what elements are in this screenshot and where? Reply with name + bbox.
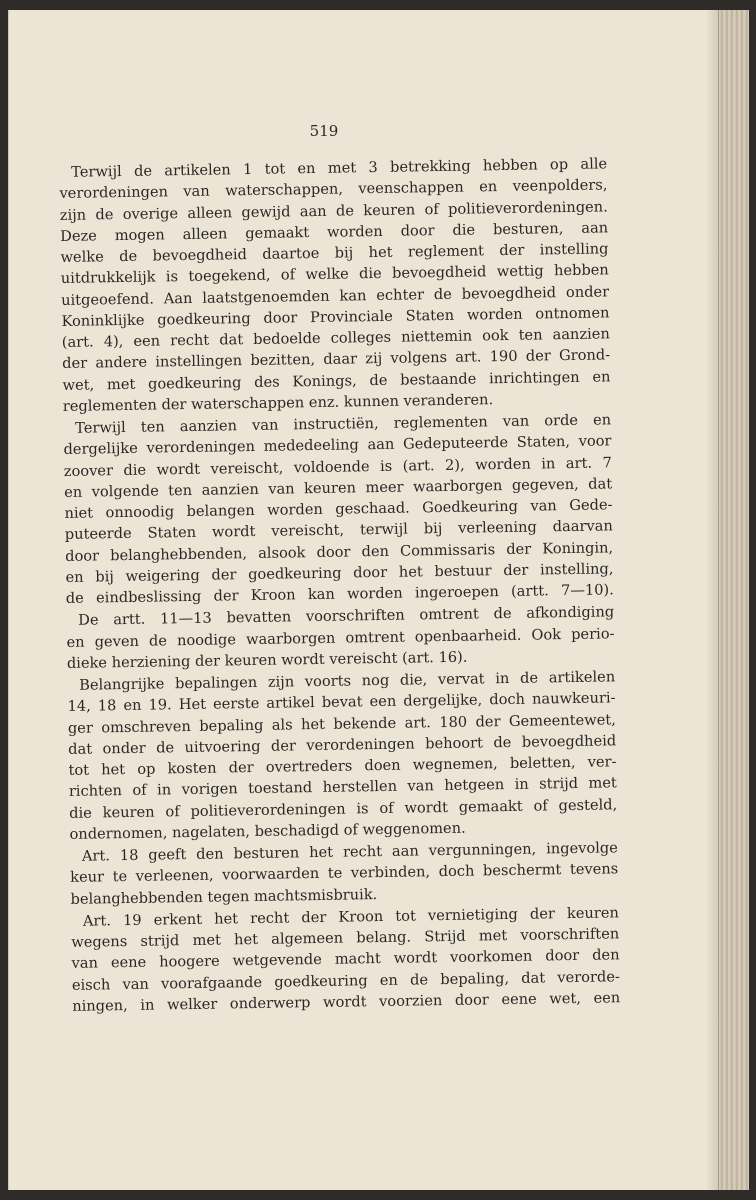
text-line: en bij weigering der goedkeuring door het bestuur der instelling, <box>65 560 614 586</box>
text-line: Art. 19 erkent het recht der Kroon tot vernietiging der keuren <box>82 904 619 930</box>
text-line: Terwijl ten aanzien van instructiën, reglementen van orde en <box>75 411 612 437</box>
page-number: 519 <box>309 122 339 140</box>
text-line: richten of in vorigen toestand herstellen van hetgeen in strijd met <box>68 774 617 801</box>
text-line: dat onder de uitvoering der verordeningen behoort de bevoegdheid <box>68 732 617 758</box>
text-line: verordeningen van waterschappen, veenschappen en veenpolders, <box>59 176 608 203</box>
text-line: die keuren of politieverordeningen is of wordt gemaakt of gesteld, <box>69 795 618 822</box>
text-line: 14, 18 en 19. Het eerste artikel bevat een dergelijke, doch nauwkeuri- <box>67 689 616 716</box>
book-page <box>8 10 749 1190</box>
text-line: Deze mogen alleen gemaakt worden door die besturen, aan <box>60 219 609 245</box>
text-line: keur te verleenen, voorwaarden te verbinden, doch beschermt tevens <box>70 860 619 887</box>
text-line: en geven de noodige waarborgen omtrent openbaarheid. Ook perio- <box>66 624 615 651</box>
text-line: dergelijke verordeningen mededeeling aan Gedeputeerde Staten, voor <box>63 432 612 459</box>
text-line: van eene hoogere wetgevende macht wordt voorkomen door den <box>71 946 620 973</box>
text-line: wet, met goedkeuring des Konings, de bestaande inrichtingen en <box>62 367 611 394</box>
text-line: welke de bevoegdheid daartoe bij het reglement der instelling <box>60 240 609 266</box>
text-line: zoover die wordt vereischt, voldoende is (art. 2), worden in art. 7 <box>63 453 612 480</box>
text-line: ondernomen, nagelaten, beschadigd of weggenomen. <box>69 819 466 843</box>
text-line: door belanghebbenden, alsook door den Commissaris der Koningin, <box>65 538 614 565</box>
text-line: De artt. 11—13 bevatten voorschriften omtrent de afkondiging <box>78 603 615 630</box>
text-line: en volgende ten aanzien van keuren meer waarborgen gegeven, dat <box>64 475 613 501</box>
text-line: Art. 18 geeft den besturen het recht aan vergunningen, ingevolge <box>81 839 618 865</box>
text-line: zijn de overige alleen gewijd aan de keuren of politieverordeningen. <box>59 197 608 224</box>
text-line: belanghebbenden tegen machtsmisbruik. <box>70 885 378 908</box>
text-line: ningen, in welker onderwerp wordt voorzien door eene wet, een <box>72 989 621 1015</box>
text-line: Terwijl de artikelen 1 tot en met 3 betrekking hebben op alle <box>71 155 608 181</box>
text-line: puteerde Staten wordt vereischt, terwijl bij verleening daarvan <box>64 517 613 544</box>
text-line: reglementen der waterschappen enz. kunnen veranderen. <box>62 390 494 415</box>
text-line: (art. 4), een recht dat bedoelde colleges niettemin ook ten aanzien <box>61 325 610 351</box>
gutter-shadow <box>705 10 719 1190</box>
text-line: niet onnoodig belangen worden geschaad. Goedkeuring van Gede- <box>64 496 613 522</box>
text-line: eisch van voorafgaande goedkeuring en de bepaling, dat verorde- <box>71 967 620 994</box>
text-line: ger omschreven bepaling als het bekende art. 180 der Gemeentewet, <box>67 710 616 737</box>
text-line: wegens strijd met het algemeen belang. Strijd met voorschriften <box>71 925 620 951</box>
book-binding-edge <box>718 10 749 1190</box>
text-line: der andere instellingen bezitten, daar zij volgens art. 190 der Grond- <box>62 346 611 373</box>
text-line: de eindbeslissing der Kroon kan worden ingeroepen (artt. 7—10). <box>65 581 614 607</box>
text-line: Belangrijke bepalingen zijn voorts nog die, vervat in de artikelen <box>79 668 616 694</box>
text-line: Koninklijke goedkeuring door Provinciale Staten worden ontnomen <box>61 304 610 330</box>
text-line: uitgeoefend. Aan laatstgenoemden kan echter de bevoegdheid onder <box>61 282 610 309</box>
text-line: dieke herziening der keuren wordt vereischt (art. 16). <box>66 648 468 672</box>
text-line: uitdrukkelijk is toegekend, of welke die bevoegdheid wettig hebben <box>60 261 609 288</box>
body-text <box>59 153 620 1017</box>
text-line: tot het op kosten der overtreders doen wegnemen, beletten, ver- <box>68 753 617 779</box>
